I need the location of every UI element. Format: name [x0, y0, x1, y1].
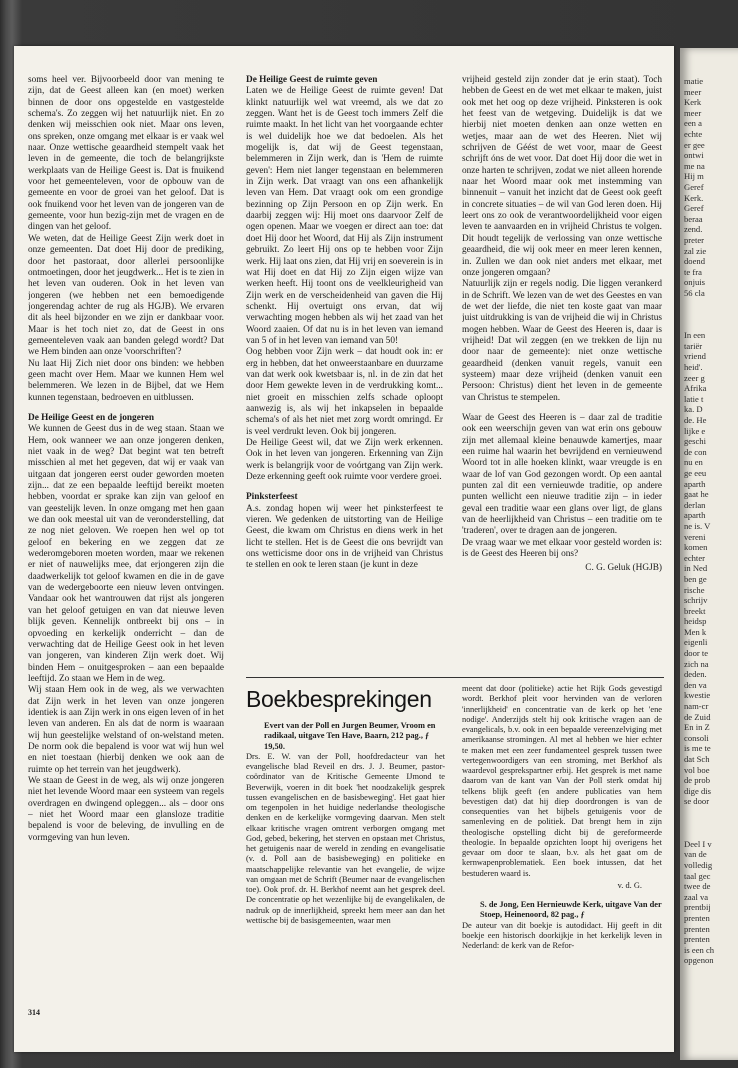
text-fragment — [684, 320, 738, 331]
text-fragment: zal zie — [684, 245, 707, 256]
paragraph: soms heel ver. Bijvoorbeeld door van mening te zijn, dat de Geest alleen kan (en moet) werken binnen de door ons opgestelde en vastgestelde schema's. Zo zeggen wij het natuurlijk niet. En zo denken wij meisschien ook niet. Maar ons leven, ons spreken, onze omgang met elkaar is er vaak wel naar. Onze wettische geaardheid stempelt vaak het leven in de gemeente, die toch de belangrijkste werkplaats van de Heilige Geest is. Dat is fnuikend voor het gemeenteleven, voor de opbouw van de gemeente en voor de groei van het geloof. Dat is ook fnuikend voor het leven van de jongeren van de gemeente, voor hun bezig-zijn met de vragen en de dingen van het geloof. — [28, 75, 224, 233]
text-fragment: Deel I v — [684, 838, 712, 849]
text-fragment: twee de — [684, 881, 711, 892]
text-fragment: Kerk. — [684, 192, 704, 203]
text-fragment: zaal va — [684, 891, 709, 902]
section-heading: De Heilige Geest en de jongeren — [28, 412, 155, 423]
text-fragment: echter — [684, 552, 705, 563]
review-column-right — [462, 684, 662, 1034]
column-middle — [246, 75, 443, 675]
review-paragraph: meent dat door (politieke) actie het Rijk Gods gevestigd wordt. Berkhof pleit voor hervinden van de verloren 'innerlijkheid' en concentratie van de kerk op het 'ene nodige'. Anderzijds stelt hij ook kritische vragen aan de evangelicals, b.v. ook in een bepaalde vereenzelviging met amerikaanse stromingen. Al met al hebben we hier echter te maken met een zeer fundamenteel gesprek tussen twee vertegenwoordigers van een stroming, met Berkhof als waardevol gesprekspartner erbij. Het gesprek is met name daarom van de kant van Van der Poll sterk omdat hij telkens blijk geeft (en andere publicaties van hem bevestigen dat) dat hij diep doordrongen is van de consequenties van het bijbels getuigenis voor de samenleving en de politiek. Dat brengt hem in zijn theologische opstelling dicht bij de gereformeerde theologie. In bepaalde opzichten loopt hij overigens het gevaar om door te slaan, b.v. als het gaat om de kernwapenproblematiek. Een boek intussen, dat het bestuderen waard is. — [462, 684, 662, 878]
text-fragment: er gee — [684, 139, 705, 150]
paragraph: We kunnen de Geest dus in de weg staan. Staan we Hem, ook wanneer we aan onze jongeren denken, niet vaak in de weg? Dat begint wat ten betreft misschien al met het gegeven, dat wij er vaak van uitgaan dat jongeren eerst ouder geworden moeten zijn... dat ze een bepaalde leeftijd bereikt moeten hebben, voordat er sprake kan zijn van geloof en van geestelijk leven. In onze omgang met hen gaan we dan ook meestal uit van de veronderstelling, dat ze nog niet geloven. We roepen hen wel op tot geloof en bekering en we zeggen dat ze wederomgeboren moeten worden, maar we rekenen er niet of nauwelijks mee, dat erjongeren zijn die daadwerkelijk tot geloof kwamen en die in de gave van de wedergeboorte een nieuw leven ontvingen. Vandaar ook het wantrouwen dat rijst als jongeren van het geloof getuigen en van dat nieuwe leven blijk geven. Kennelijk ontbreekt bij ons – in opvoeding en kerkelijk onderricht – dan de verwachting dat de Heilige Geest ook in het leven van jongeren, van kinderen Zijn werk doet. Wij binden Hem – onuitgesproken – aan een bepaalde leeftijd. Zo staan we Hem in de weg. — [28, 424, 224, 684]
paragraph: Oog hebben voor Zijn werk – dat houdt ook in: er erg in hebben, dat het onweerstaanbare en duurzame van dat werk ook kwetsbaar is, nl. in de zin dat het door Hem gewekte leven in de verdrukking komt... niet groeit en misschien zelfs schade oploopt aanwezig is, als wij het inkapselen in bepaalde schema's of als het niet met zorg wordt omringd. Er is veel verdrukt leven. Ook bij jongeren. — [246, 347, 443, 437]
text-fragment: prenten — [684, 934, 710, 945]
text-fragment: meer — [684, 107, 702, 118]
book-heading: Evert van der Poll en Jurgen Beumer, Vroom en radikaal, uitgave Ten Have, Baarn, 212 pag., ƒ 19,50. — [264, 721, 436, 751]
paragraph: vrijheid gesteld zijn zonder dat je erin staat). Toch hebben de Geest en de wet met elkaar te maken, juist ook met het oog op deze vrijheid. Pinksteren is ook het feest van de wetgeving. Duidelijk is dat we hierbij niet moeten denken aan onze wetten en wetjes, maar aan de wet des Heeren. Niet wij schrijven de Géést de wet voor, maar de Geest schrijft óns de wet voor. Dat doet Hij door die wet in onze harten te schrijven, zodat we niet alleen horende naar het Woord maar ook met instemming van binnenuit – vanuit het inzicht dat de Geest ook geeft in concrete situaties – de wil van God leren doen. Hij leert ons zo ook de verantwoordelijkheid voor eigen leven te aanvaarden en in vrijheid Christus te volgen. Dit houdt tegelijk de verlossing van onze wettische geaardheid, die wij ook meer en meer leren kennen, in. Zullen we dan ook niet anders met elkaar, met onze jongeren omgaan? — [462, 75, 662, 278]
paragraph: De Heilige Geest wil, dat we Zijn werk erkennen. Ook in het leven van jongeren. Erkenning van Zijn werk is belangrijk voor de voórtgang van Zijn werk. Deze erkenning geeft ook ruimte voor verdere groei. — [246, 438, 443, 483]
text-fragment: den va — [684, 679, 707, 690]
text-fragment: vol boe — [684, 764, 710, 775]
text-fragment: meer — [684, 86, 702, 97]
author-signature: C. G. Geluk (HGJB) — [585, 563, 662, 574]
book-heading: S. de Jong, Een Hernieuwde Kerk, uitgave Van der Stoep, Heinenoord, 82 pag., ƒ — [480, 900, 662, 920]
text-fragment — [684, 807, 738, 818]
text-fragment: nu en — [684, 457, 703, 468]
text-fragment: de con — [684, 446, 707, 457]
text-fragment: deden. — [684, 669, 707, 680]
text-fragment: is me te — [684, 743, 711, 754]
paragraph: We weten, dat de Heilige Geest Zijn werk doet in onze gemeenten. Dat doet Hij door de prediking, door het pastoraat, door allerlei persoonlijke ontmoetingen, door het jeugdwerk... Het is te zien in het leven van ouderen. Ook in het leven van jongeren (we hebben net een bemoedigende jongerendag achter de rug als HGJB). We ervaren dit als heel bijzonder en we zijn er dankbaar voor. Maar is het toch niet zo, dat de Geest in ons gemeenteleven vaak aan banden gelegd wordt? Dat we Hem binden aan onze 'voorschriften'? — [28, 233, 224, 358]
text-fragment: echte — [684, 128, 703, 139]
paragraph: De vraag waar we met elkaar voor gesteld worden is: is de Geest des Heeren bij ons? — [462, 537, 662, 560]
text-fragment: In een — [684, 330, 706, 341]
text-fragment: prentbij — [684, 902, 711, 913]
text-fragment — [684, 818, 738, 829]
reviews-section-title: Boekbesprekingen — [246, 686, 432, 712]
text-fragment: te fra — [684, 266, 702, 277]
paragraph: We staan de Geest in de weg, als wij onze jongeren niet het levende Woord maar een systeem van regels overdragen en dwingend opleggen... als – door ons – niet het Woord maar een glansloze traditie bepalend is voor de beleving, de invulling en de vormgeving van hun leven. — [28, 775, 224, 843]
text-fragment: se door — [684, 796, 710, 807]
text-fragment: kwestie — [684, 690, 711, 701]
text-fragment: ge eeu — [684, 467, 707, 478]
section-heading: Pinksterfeest — [246, 492, 298, 503]
text-fragment: heid'. — [684, 362, 703, 373]
text-fragment: prenten — [684, 912, 710, 923]
review-paragraph: Drs. E. W. van der Poll, hoofdredacteur van het evangelische blad Reveil en drs. J. J. Beumer, pastor-coördinator van de Kritische Gemeente IJmond te Beverwijk, voeren in dit boek 'het noodzakelijk gesprek tussen evangelischen en de basisbeweging'. Het gaat hier om tegenpolen in het huidige nederlandse theologische denken en de kerkelijke vormgeving daarvan. Men stelt elkaar kritische vragen omtrent verborgen omgang met God, gebed, bekering, het sterven en opstaan met Christus, het getuigenis naar de wereld in zending en evangelisatie (v. d. Poll aan de basisbeweging) en politieke en maatschappelijke relevantie van het evangelie, de wijze van omgaan met de Schrift (Beumer naar de evangelischen toe). Ook prof. dr. H. Berkhof neemt aan het gesprek deel. De concentratie op het wezenlijke bij de evangelikalen, de nadruk op de innerlijkheid, spreekt hem meer aan dan het wettische bij de basisgemeenten, waar men — [246, 751, 445, 925]
text-fragment: latie t — [684, 393, 704, 404]
section-heading: De Heilige Geest de ruimte geven — [246, 75, 378, 85]
text-fragment: Geref — [684, 203, 704, 214]
page-number: 314 — [28, 1008, 40, 1017]
text-fragment: En in Z — [684, 722, 710, 733]
text-fragment — [684, 828, 738, 839]
text-fragment: vereni — [684, 531, 706, 542]
text-fragment: breekt — [684, 605, 706, 616]
text-fragment: volledig — [684, 859, 713, 870]
text-fragment: rische — [684, 584, 705, 595]
review-column-left — [246, 721, 445, 1051]
text-fragment: ben ge — [684, 573, 707, 584]
text-fragment — [684, 309, 738, 320]
text-fragment: een a — [684, 118, 702, 129]
text-fragment: dige dis — [684, 785, 711, 796]
text-fragment: consoli — [684, 732, 709, 743]
review-paragraph: De auteur van dit boekje is autodidact. Hij geeft in dit boekje een historisch doorkijkje in het kerkelijk leven in Nederland: de kerk van de Refor- — [462, 920, 662, 950]
text-fragment: aparth — [684, 510, 706, 521]
text-fragment: Hij m — [684, 171, 704, 182]
paragraph: Waar de Geest des Heeren is – daar zal de traditie ook een weerschijn geven van wat erin ons gebouw zijn met allemaal kleine benauwde kamertjes, maar een ruime hal waarin het bevrijdend en vernieuwend Woord tot in alle hoeken klinkt, waar vreugde is en waar de lof van God gezongen wordt. Op een aantal punten zal dit een vernieuwde traditie, op andere punten wellicht een nieuwe traditie zijn – in ieder geval een traditie waar een glans over ligt, de glans van de heerlijkheid van Christus – een traditie om te 'traderen', over te dragen aan de jongeren. — [462, 412, 662, 537]
text-fragment: opgenon — [684, 955, 714, 966]
text-fragment: zend. — [684, 224, 703, 235]
reviewer-signature: v. d. G. — [617, 880, 642, 890]
text-fragment: onjuis — [684, 277, 706, 288]
text-fragment: lijke e — [684, 425, 706, 436]
text-fragment: in Ned — [684, 563, 708, 574]
paragraph: A.s. zondag hopen wij weer het pinksterfeest te vieren. We gedenken de uitstorting van de Heilige Geest, die kwam om Christus en diens werk in het licht te stellen. Het is de Geest die ons bevrijdt van ons wetticisme door ons in de vrijheid van Christus te stellen en ook te leren staan (je kunt in deze — [246, 503, 443, 571]
text-fragment: Geref — [684, 181, 704, 192]
text-fragment: nam-cr — [684, 701, 709, 712]
text-fragment: beraa — [684, 213, 703, 224]
text-fragment: heidsp — [684, 616, 707, 627]
text-fragment: 56 cla — [684, 287, 705, 298]
text-fragment: de. He — [684, 415, 707, 425]
text-fragment: tariër — [684, 340, 703, 351]
text-fragment: de prob — [684, 775, 711, 786]
section-divider — [246, 677, 664, 678]
text-fragment: komen — [684, 542, 708, 553]
paragraph: Natuurlijk zijn er regels nodig. Die liggen verankerd in de Schrift. We lezen van de wet des Geestes en van de wet der liefde, die niet ten koste gaat van maar juist uitdrukking is van de vrijheid die wij in Christus mogen hebben. Waar de Geest des Heeren is, daar is vrijheid! Dat wil zeggen (en we trekken de lijn nu door naar de gemeente): niet onze wettische geaardheid (denken vanuit regels, vanuit een systeem) maar deze vrijheid (denken vanuit een Persoon: Christus) dient het leven in de gemeente van Christus te stempelen. — [462, 279, 662, 403]
text-fragment: aparth — [684, 478, 706, 489]
text-fragment: prenten — [684, 923, 710, 934]
text-fragment: ontwi — [684, 150, 704, 161]
adjacent-page-text — [684, 76, 738, 1036]
adjacent-page-edge — [680, 48, 738, 1060]
text-fragment: gaat he — [684, 489, 709, 500]
text-fragment: doend — [684, 256, 706, 267]
text-fragment: me na — [684, 160, 705, 171]
text-fragment: dat Sch — [684, 754, 710, 764]
text-fragment: zeer g — [684, 372, 705, 383]
column-right — [462, 75, 662, 665]
text-fragment: ne is. V — [684, 520, 711, 531]
text-fragment: vriend — [684, 351, 706, 362]
text-fragment: ka. D — [684, 404, 703, 415]
text-fragment — [684, 298, 738, 309]
paragraph: Nu laat Hij Zich niet door ons binden: we hebben geen macht over Hem. Maar we kunnen Hem wel belemmeren. We lezen in de Bijbel, dat we Hem kunnen tegenstaan, bedroeven en uitblussen. — [28, 358, 224, 403]
text-fragment: preter — [684, 234, 705, 245]
magazine-page — [14, 46, 674, 1052]
column-left — [28, 75, 224, 1005]
text-fragment: is een ch — [684, 944, 715, 955]
paragraph: Laten we de Heilige Geest de ruimte geven! Dat klinkt natuurlijk wel wat vreemd, als we dat zo zeggen. Want het is de Geest toch immers Zelf die ruimte maakt. In het licht van het voorgaande echter is wel duidelijk hoe we dat bedoelen. Als het mogelijk is, dat wij de Geest tegenstaan, belemmeren in Zijn werk, dan is 'Hem de ruimte geven': Hem niet langer tegenstaan en belemmeren in Zijn werk. Dat vraagt van ons een afhankelijk leven van Hem. Dat vraagt ook om een grondige bezinning op Zijn Persoon en op Zijn werk. En daarbij zeggen wij: Hij moet ons daarvoor Zelf de ogen openen. Maar we voegen er direct aan toe: dat doet Hij door het Woord, dat Hij als Zijn instrument gebruikt. Zo leert Hij ons op te hebben voor Zijn werk. Hij laat ons zien, dat Hij vrij en soeverein is in wat Hij doet en dat Hij zo Zijn eigen wijze van werken heeft. Hij toont ons de veelkleurigheid van Zijn werk en de verscheidenheid van gaven die Hij schenkt. Hij overtuigt ons ervan, dat wij verwachting mogen hebben als wij het zaad van het Woord zaaien. Of dat nu is in het leven van iemand van 5 of in het leven van iemand van 50! — [246, 86, 443, 346]
text-fragment: schrijv — [684, 595, 708, 606]
text-fragment: Kerk — [684, 97, 702, 108]
paragraph: Wij staan Hem ook in de weg, als we verwachten dat Zijn werk in het leven van onze jongeren identiek is aan Zijn werk in ons eigen leven of in het leven van anderen. En als dat de norm is waaraan wij hun geestelijke welstand of on-welstand meten. De norm ook die bepalend is voor wat wij hun wel en niet toestaan (hierbij denken we ook aan de ruimte op het terrein van het jeugdwerk). — [28, 685, 224, 775]
text-fragment: matie — [684, 76, 704, 86]
text-fragment: van de — [684, 849, 707, 860]
text-fragment: door te — [684, 648, 709, 659]
text-fragment: Men k — [684, 626, 707, 637]
text-fragment: taal gec — [684, 870, 711, 881]
text-fragment: derlan — [684, 499, 706, 510]
text-fragment: geschi — [684, 436, 706, 447]
text-fragment: zich na — [684, 658, 709, 669]
text-fragment: eigenli — [684, 637, 708, 648]
text-fragment: Afrika — [684, 383, 707, 394]
text-fragment: de Zuid — [684, 711, 711, 722]
